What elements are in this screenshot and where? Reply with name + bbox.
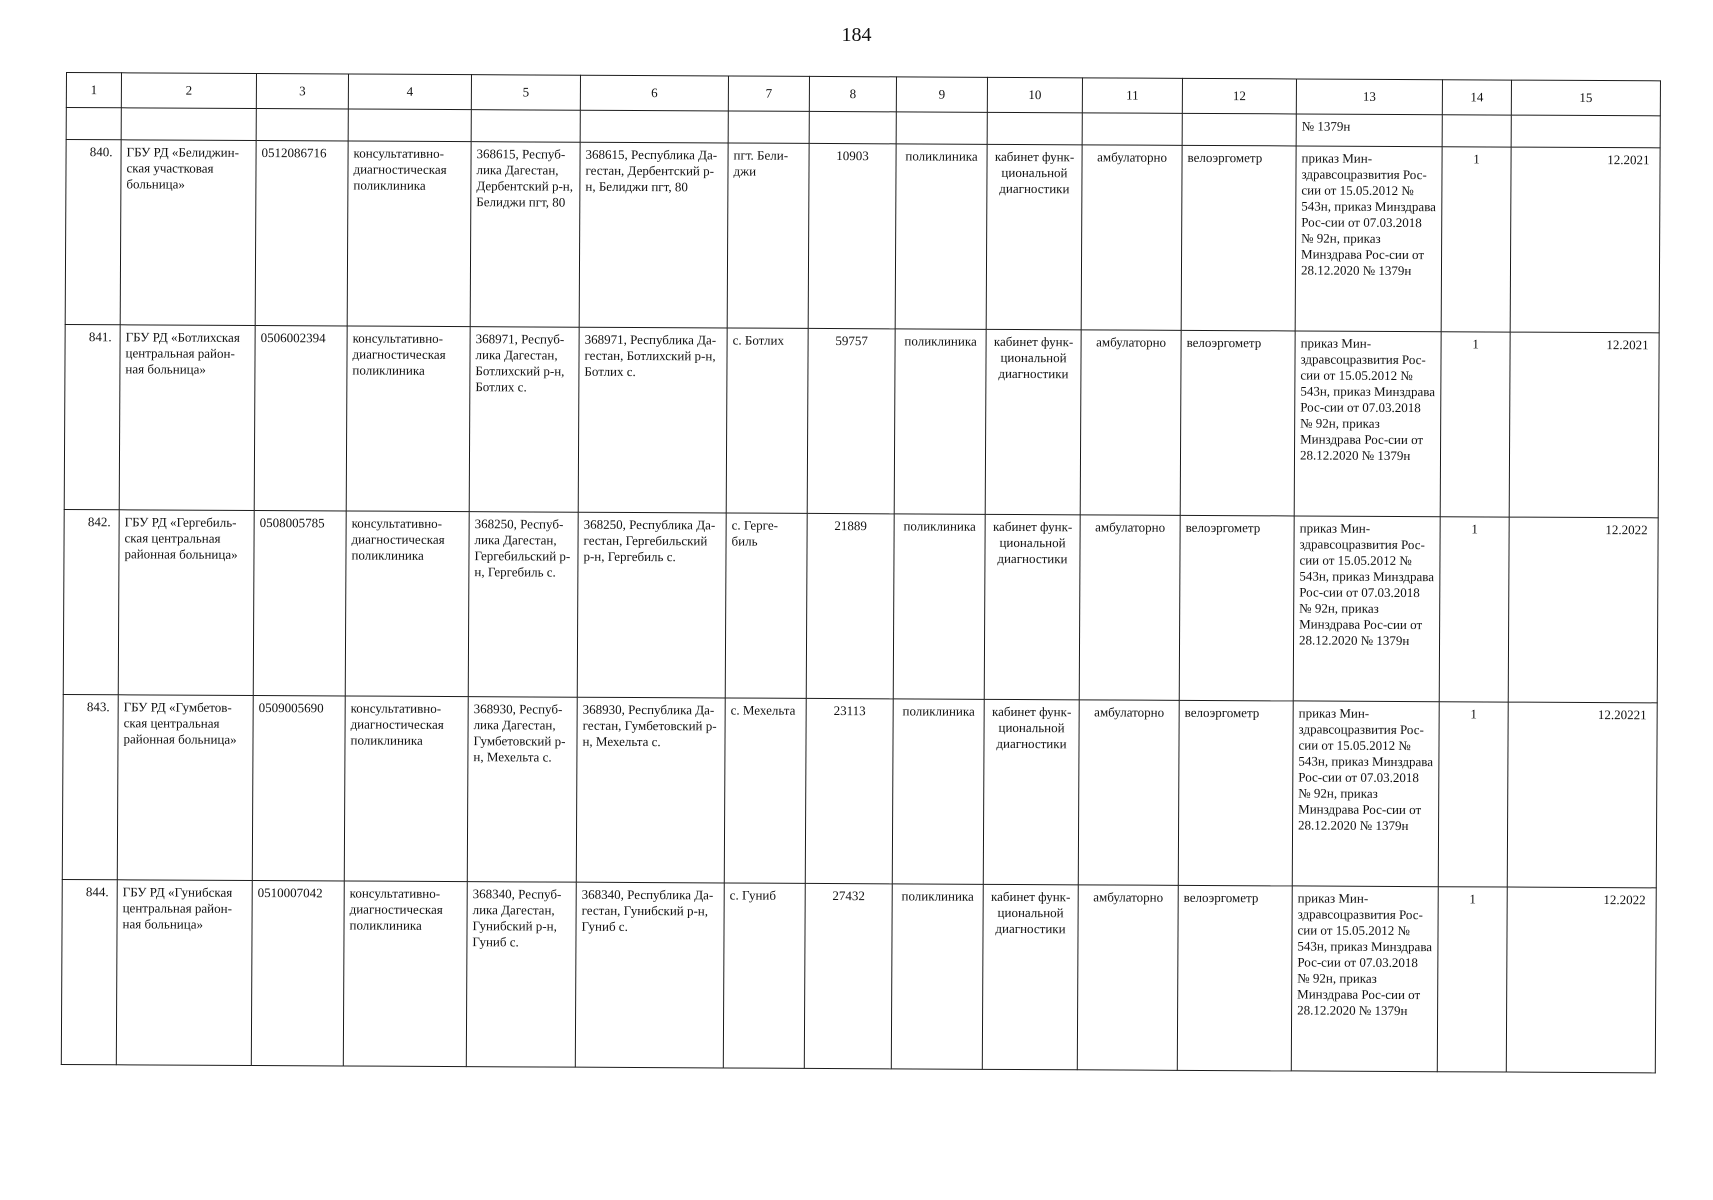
- conditions: амбулаторно: [1077, 885, 1178, 1071]
- row-number: 843.: [62, 694, 118, 879]
- column-header: 15: [1511, 80, 1660, 116]
- population: 23113: [805, 698, 893, 883]
- equipment: велоэргометр: [1177, 885, 1292, 1071]
- document-sheet: [61, 72, 1660, 1073]
- cabinet: кабинет функ-циональной диагностики: [982, 884, 1078, 1069]
- legal-basis: приказ Мин-здравсоцразвития Рос-сии от 15.05.2012 № 543н, приказ Минздрава Рос-сии от 07.03.2018 № 92н, приказ Минздрава Рос-сии от 28.12.2020 № 1379н: [1291, 886, 1438, 1072]
- cabinet: кабинет функ-циональной диагностики: [985, 329, 1081, 514]
- equipment: велоэргометр: [1180, 330, 1295, 516]
- population: 10903: [808, 143, 896, 328]
- equipment: велоэргометр: [1178, 700, 1293, 886]
- inn-code: 0509005690: [252, 695, 345, 880]
- inn-code: 0508005785: [253, 510, 346, 695]
- registry-table: [61, 72, 1661, 1073]
- inn-code: 0512086716: [255, 140, 348, 325]
- row-number: 844.: [61, 879, 117, 1064]
- facility-type: консультативно-диагностическая поликлиника: [347, 141, 471, 327]
- facility-type: консультативно-диагностическая поликлиника: [345, 511, 469, 697]
- locality: с. Гуниб: [723, 883, 805, 1068]
- column-header: 14: [1442, 80, 1511, 115]
- table-row: [61, 879, 1656, 1072]
- organization-name: ГБУ РД «Ботлихская центральная район-ная больница»: [119, 325, 255, 511]
- subdivision: поликлиника: [894, 329, 986, 514]
- row-number: 840.: [65, 140, 121, 325]
- page-number: 184: [841, 24, 872, 46]
- column-header: 12: [1182, 78, 1296, 114]
- legal-basis: приказ Мин-здравсоцразвития Рос-сии от 15.05.2012 № 543н, приказ Минздрава Рос-сии от 07.03.2018 № 92н, приказ Минздрава Рос-сии от 28.12.2020 № 1379н: [1292, 701, 1439, 887]
- conditions: амбулаторно: [1078, 700, 1179, 886]
- locality: с. Мехельта: [724, 698, 806, 883]
- table-row: [65, 140, 1660, 333]
- subdivision: поликлиника: [892, 699, 984, 884]
- date: 12.20221: [1507, 702, 1657, 888]
- date: 12.2022: [1506, 887, 1656, 1073]
- column-header: 13: [1296, 79, 1442, 115]
- actual-address: 368615, Республика Да-гестан, Дербентский р-н, Белиджи пгт, 80: [579, 142, 728, 328]
- population: 27432: [804, 883, 892, 1068]
- inn-code: 0506002394: [254, 325, 347, 510]
- legal-address: 368250, Респуб-лика Дагестан, Гергебильский р-н, Гергебиль с.: [468, 512, 578, 698]
- column-header: 7: [728, 76, 809, 111]
- legal-address: 368971, Респуб-лика Дагестан, Ботлихский р-н, Ботлих с.: [469, 327, 579, 513]
- column-header: 9: [896, 77, 987, 112]
- date: 12.2022: [1508, 517, 1658, 703]
- conditions: амбулаторно: [1081, 145, 1182, 331]
- quantity: 1: [1437, 887, 1507, 1072]
- cabinet: кабинет функ-циональной диагностики: [986, 144, 1082, 329]
- continuation-basis: № 1379н: [1296, 114, 1442, 147]
- column-header: 8: [809, 76, 896, 111]
- legal-basis: приказ Мин-здравсоцразвития Рос-сии от 15.05.2012 № 543н, приказ Минздрава Рос-сии от 07.03.2018 № 92н, приказ Минздрава Рос-сии от 28.12.2020 № 1379н: [1295, 146, 1442, 332]
- facility-type: консультативно-диагностическая поликлиника: [343, 881, 467, 1067]
- column-header: 4: [348, 74, 471, 110]
- column-header: 3: [256, 73, 348, 108]
- date: 12.2021: [1509, 332, 1659, 518]
- column-header: 5: [471, 75, 580, 111]
- column-header: 6: [580, 75, 728, 111]
- legal-basis: приказ Мин-здравсоцразвития Рос-сии от 15.05.2012 № 543н, приказ Минздрава Рос-сии от 07.03.2018 № 92н, приказ Минздрава Рос-сии от 28.12.2020 № 1379н: [1293, 516, 1440, 702]
- organization-name: ГБУ РД «Белиджин-ская участковая больница»: [120, 140, 256, 326]
- population: 59757: [807, 328, 895, 513]
- cabinet: кабинет функ-циональной диагностики: [983, 699, 1079, 884]
- inn-code: 0510007042: [251, 880, 344, 1065]
- actual-address: 368340, Республика Да-гестан, Гунибский р-н, Гуниб с.: [575, 882, 724, 1068]
- quantity: 1: [1440, 332, 1510, 517]
- facility-type: консультативно-диагностическая поликлиника: [344, 696, 468, 882]
- legal-basis: приказ Мин-здравсоцразвития Рос-сии от 15.05.2012 № 543н, приказ Минздрава Рос-сии от 07.03.2018 № 92н, приказ Минздрава Рос-сии от 28.12.2020 № 1379н: [1294, 331, 1441, 517]
- subdivision: поликлиника: [891, 884, 983, 1069]
- locality: пгт. Бели-джи: [727, 143, 809, 328]
- organization-name: ГБУ РД «Гумбетов-ская центральная районная больница»: [117, 695, 253, 881]
- column-header: 1: [66, 73, 121, 108]
- column-header: 2: [121, 73, 256, 109]
- organization-name: ГБУ РД «Гергебиль-ская центральная районная больница»: [118, 510, 254, 696]
- actual-address: 368971, Республика Да-гестан, Ботлихский р-н, Ботлих с.: [578, 327, 727, 513]
- table-row: [62, 694, 1657, 887]
- subdivision: поликлиника: [895, 144, 987, 329]
- legal-address: 368340, Респуб-лика Дагестан, Гунибский р-н, Гуниб с.: [466, 882, 576, 1068]
- locality: с. Герге-биль: [725, 513, 807, 698]
- actual-address: 368250, Республика Да-гестан, Гергебильский р-н, Гергебиль с.: [577, 512, 726, 698]
- quantity: 1: [1441, 147, 1511, 332]
- quantity: 1: [1439, 517, 1509, 702]
- population: 21889: [806, 513, 894, 698]
- quantity: 1: [1438, 702, 1508, 887]
- column-header: 11: [1082, 78, 1182, 114]
- row-number: 842.: [63, 509, 119, 694]
- subdivision: поликлиника: [893, 514, 985, 699]
- cabinet: кабинет функ-циональной диагностики: [984, 514, 1080, 699]
- legal-address: 368930, Респуб-лика Дагестан, Гумбетовский р-н, Мехельта с.: [467, 697, 577, 883]
- column-header: 10: [987, 77, 1082, 112]
- locality: с. Ботлих: [726, 328, 808, 513]
- actual-address: 368930, Республика Да-гестан, Гумбетовский р-н, Мехельта с.: [576, 697, 725, 883]
- conditions: амбулаторно: [1080, 330, 1181, 516]
- facility-type: консультативно-диагностическая поликлиника: [346, 326, 470, 512]
- organization-name: ГБУ РД «Гунибская центральная район-ная больница»: [116, 880, 252, 1066]
- row-number: 841.: [64, 324, 120, 509]
- equipment: велоэргометр: [1179, 515, 1294, 701]
- table-row: [63, 509, 1658, 702]
- legal-address: 368615, Респуб-лика Дагестан, Дербентский р-н, Белиджи пгт, 80: [470, 142, 580, 328]
- table-row: [64, 324, 1659, 517]
- equipment: велоэргометр: [1181, 145, 1296, 331]
- conditions: амбулаторно: [1079, 515, 1180, 701]
- date: 12.2021: [1510, 147, 1660, 333]
